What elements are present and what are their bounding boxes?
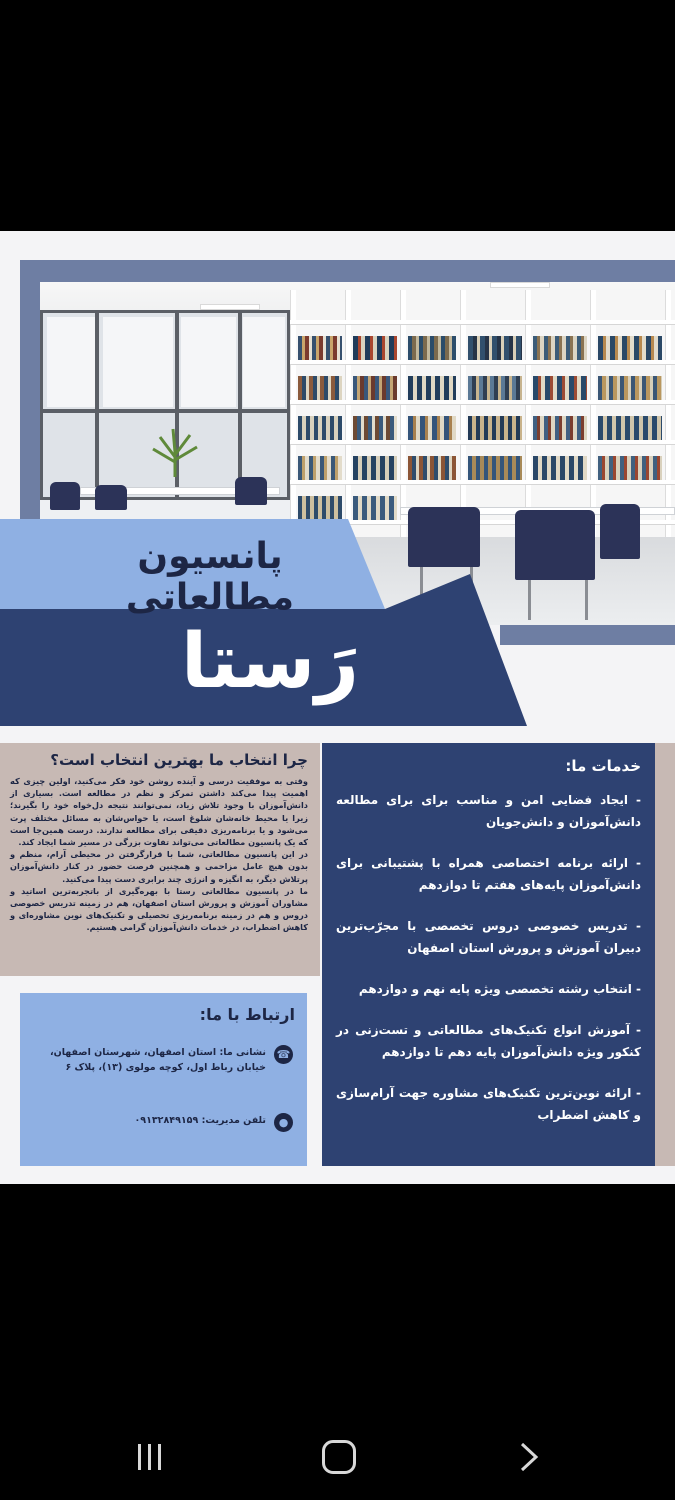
back-icon[interactable] [512,1440,546,1474]
why-us-paragraph: ما در پانسیون مطالعاتی رستا با بهره‌گیری از باتجربه‌ترین اساتید و مشاوران آموزش و پرورش استان اصفهان، هم در زمینه تدریس خصوصی دروس و هم در زمینه برنامه‌ریزی تحصیلی و تکنیک‌های نوین مشاوره‌ای و کاهش اضطراب، در خدمات دانش‌آموزان گرامی هستیم. [10,885,308,933]
service-item: - ارائه برنامه اختصاصی همراه با پشتیبانی برای دانش‌آموزان پایه‌های هفتم تا دوازدهم [336,856,641,892]
service-item: - آموزش انواع تکنیک‌های مطالعاتی و تست‌زنی در کنکور ویژه دانش‌آموزان پایه دهم تا دوازدهم [336,1023,641,1059]
services-title: خدمات ما: [565,757,641,775]
contact-address-row [31,1045,293,1075]
why-us-paragraph: در این پانسیون مطالعاتی، شما با قرارگرفتن در محیطی آرام، منظم و بدون هیچ عامل مزاحمی و همچنین فرصت حضور در کنار دانش‌آموزان پرتلاش دیگر، به انگیزه و انرژی چند برابری دست پیدا می‌کنید. [10,849,308,884]
why-us-title: چرا انتخاب ما بهترین انتخاب است؟ [50,751,308,769]
contact-phone-row [31,1113,293,1132]
home-icon[interactable] [322,1440,356,1474]
contact-title: ارتباط با ما: [199,1005,295,1024]
contact-phone: تلفن مدیریت: ۰۹۱۳۲۸۴۹۱۵۹ [134,1115,266,1126]
phone-icon: ☎ [274,1045,293,1064]
contact-box [20,993,307,1166]
service-item: - ارائه نوین‌ترین تکنیک‌های مشاوره جهت آرام‌سازی و کاهش اضطراب [336,1086,641,1122]
services-box [322,743,655,1166]
service-item: - انتخاب رشته تخصصی ویژه پایه نهم و دوازدهم [358,982,641,996]
services-side-strip [655,743,675,1166]
why-us-box [0,743,320,976]
poster-title: رَستا [180,616,360,705]
service-item: - ایجاد فضایی امن و مناسب برای برای مطالعه دانش‌آموزان و دانش‌جویان [336,793,641,829]
poster-frame-left [20,260,40,520]
why-us-paragraph: وقتی به موفقیت درسی و آینده روشن خود فکر می‌کنید، اولین چیزی که اهمیت پیدا می‌کند داشتن تمرکز و نظم در مطالعه است. بسیاری از دانش‌آموزان با وجود تلاش زیاد، نمی‌توانند نتیجه دل‌خواه خود را بگیرند؛ زیرا یا محیط خانه‌شان شلوغ است، یا حواس‌شان به مسائل مختلف پرت می‌شود و یا برنامه‌ریزی دقیقی برای مطالعه ندارند. درست همین‌جا است که یک پانسیون مطالعاتی می‌تواند تفاوت بزرگی در مسیر شما ایجاد کند. [10,776,308,848]
service-item: - تدریس خصوصی دروس تخصصی با مجرّب‌ترین دبیران آموزش و پرورش استان اصفهان [336,919,641,955]
location-pin-icon: ● [274,1113,293,1132]
poster [0,231,675,1184]
poster-frame-top [20,260,675,282]
poster-frame-bottom [500,625,675,645]
recent-apps-icon[interactable] [130,1440,170,1474]
poster-subtitle: پانسیون مطالعاتی [125,536,295,618]
contact-address: نشانی ما: استان اصفهان، شهرستان اصفهان، خیابان رباط اول، کوچه مولوی (۱۳)، پلاک ۶ [50,1047,266,1073]
system-nav-bar [0,1400,675,1500]
